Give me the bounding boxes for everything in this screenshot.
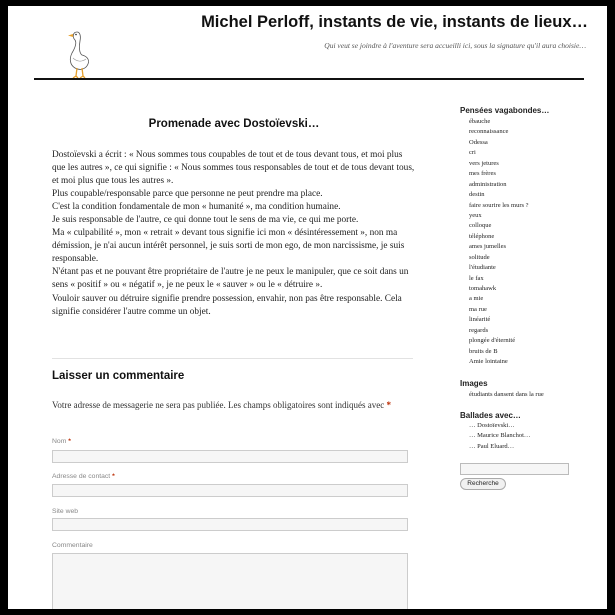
comment-label: Commentaire bbox=[52, 542, 93, 549]
content-divider bbox=[52, 358, 413, 359]
post-paragraph: Plus coupable/responsable parce que personne ne peut prendre ma place. bbox=[52, 189, 323, 200]
list-item[interactable]: faire sourire les murs ? bbox=[469, 201, 529, 209]
post-paragraph: N'étant pas et ne pouvant être propriétaire de l'autre je ne peux le manipuler, que ce soit dans un sens « positif » ou « négatif », je ne peux le « sauver » ou le « détruire ». bbox=[52, 267, 409, 291]
comment-notes bbox=[52, 399, 414, 412]
list-item[interactable]: regards bbox=[469, 326, 489, 334]
page bbox=[8, 6, 607, 609]
widget-title-images: Images bbox=[460, 379, 488, 388]
images-list bbox=[469, 390, 544, 400]
post-paragraph: Vouloir sauver ou détruire signifie prendre possession, envahir, non pas être responsable. Cela signifie considérer l'autre comme un objet. bbox=[52, 293, 402, 317]
comment-form-title: Laisser un commentaire bbox=[52, 370, 185, 382]
list-item[interactable]: yeux bbox=[469, 211, 482, 219]
email-label-text: Adresse de contact bbox=[52, 473, 111, 480]
ballades-list bbox=[469, 421, 530, 452]
list-item[interactable]: ames jumelles bbox=[469, 243, 507, 251]
list-item[interactable]: destin bbox=[469, 191, 485, 199]
list-item[interactable]: étudiants dansent dans la rue bbox=[469, 391, 544, 398]
required-mark: * bbox=[68, 438, 71, 445]
list-item[interactable]: … Maurice Blanchot… bbox=[469, 432, 531, 440]
email-label bbox=[52, 473, 115, 480]
post-paragraph: Ma « culpabilité », mon « retrait » devant tous signifie ici mon « désintéressement », non ma démission, je n'ai aucun intérêt personnel, je suis sorti de mon ego, de mon narcissisme, je suis responsable. bbox=[52, 228, 405, 265]
email-field[interactable] bbox=[52, 484, 408, 497]
search-button[interactable]: Recherche bbox=[460, 478, 506, 490]
list-item[interactable]: … Paul Eluard… bbox=[469, 442, 515, 450]
list-item[interactable]: ma rue bbox=[469, 305, 487, 313]
list-item[interactable]: vers jetures bbox=[469, 159, 499, 167]
list-item[interactable]: solitude bbox=[469, 253, 490, 261]
post-paragraph: Je suis responsable de l'autre, ce qui donne tout le sens de ma vie, ce qui me porte. bbox=[52, 215, 359, 226]
comment-notes-text: Votre adresse de messagerie ne sera pas publiée. Les champs obligatoires sont indiqués avec bbox=[52, 400, 385, 410]
list-item[interactable]: linéarité bbox=[469, 316, 491, 324]
post-content bbox=[52, 149, 417, 319]
list-item[interactable]: Odessa bbox=[469, 138, 488, 146]
post-paragraph: C'est la condition fondamentale de mon « humanité », ma condition humaine. bbox=[52, 202, 341, 213]
list-item[interactable]: ébauche bbox=[469, 118, 491, 125]
search-input[interactable] bbox=[460, 463, 569, 475]
list-item[interactable]: colloque bbox=[469, 222, 492, 230]
list-item[interactable]: … Dostoïevski… bbox=[469, 422, 515, 429]
list-item[interactable]: plongée d'éternité bbox=[469, 337, 516, 345]
list-item[interactable]: téléphone bbox=[469, 232, 495, 240]
website-label: Site web bbox=[52, 508, 79, 515]
comment-field[interactable] bbox=[52, 553, 408, 609]
goose-icon[interactable] bbox=[60, 28, 100, 80]
widget-title-ballades: Ballades avec… bbox=[460, 411, 521, 420]
name-label bbox=[52, 438, 71, 445]
list-item[interactable]: mes frères bbox=[469, 170, 496, 178]
name-field[interactable] bbox=[52, 450, 408, 463]
list-item[interactable]: l'étudiante bbox=[469, 264, 496, 272]
website-field[interactable] bbox=[52, 518, 408, 531]
list-item[interactable]: le fax bbox=[469, 274, 484, 282]
list-item[interactable]: administration bbox=[469, 180, 507, 188]
list-item[interactable]: bruits de B bbox=[469, 347, 498, 355]
pensees-list bbox=[469, 117, 529, 368]
list-item[interactable]: reconnaissance bbox=[469, 128, 509, 136]
name-label-text: Nom bbox=[52, 438, 67, 445]
site-title[interactable]: Michel Perloff, instants de vie, instants de lieux… bbox=[201, 13, 588, 31]
list-item[interactable]: Amie lointaine bbox=[469, 358, 508, 366]
site-description: Qui veut se joindre à l'aventure sera accueilli ici, sous la signature qu'il aura choisie… bbox=[324, 41, 586, 50]
widget-title-pensees: Pensées vagabondes… bbox=[460, 106, 550, 115]
list-item[interactable]: tomahawk bbox=[469, 285, 497, 292]
required-mark: * bbox=[386, 400, 391, 410]
required-mark: * bbox=[112, 473, 115, 480]
post-paragraph: Dostoïevski a écrit : « Nous sommes tous coupables de tout et de tous devant tous, et moi plus que les autres », ce qui signifie : « Nous sommes tous responsables de tout et de tous devant tous, et moi plus que tous les autres ». bbox=[52, 150, 415, 187]
list-item[interactable]: a mie bbox=[469, 295, 484, 303]
post-title: Promenade avec Dostoïevski… bbox=[148, 118, 320, 130]
header-divider bbox=[34, 78, 584, 80]
list-item[interactable]: cri bbox=[469, 149, 476, 157]
